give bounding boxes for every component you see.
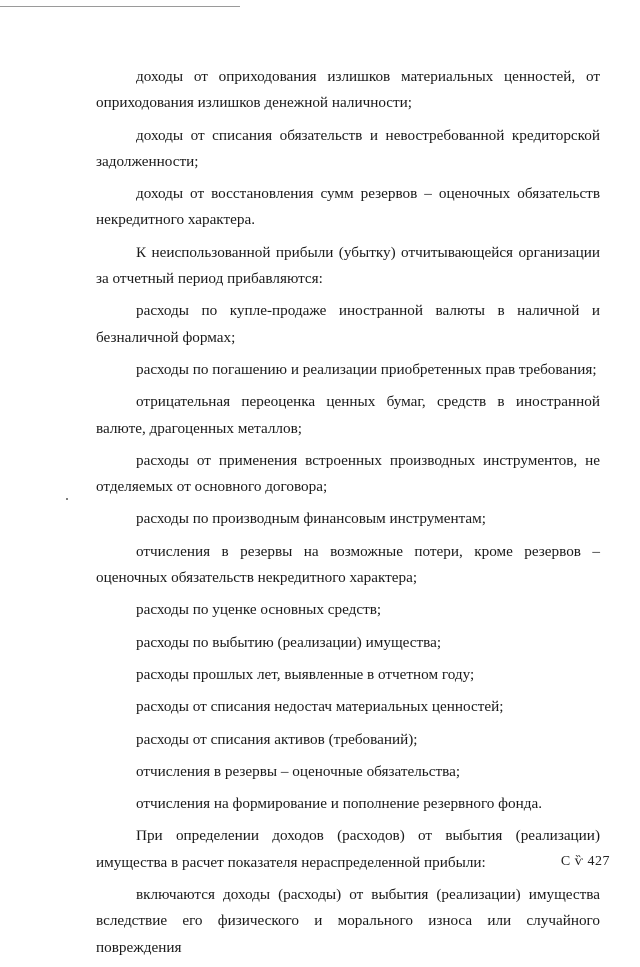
paragraph: доходы от оприходования излишков материальных ценностей, от оприходования излишков денежной наличности; <box>96 68 600 112</box>
document-body <box>96 64 600 967</box>
paragraph: доходы от восстановления сумм резервов – оценочных обязательств некредитного характера. <box>96 185 600 229</box>
paragraph: расходы по производным финансовым инструментам; <box>136 510 486 528</box>
paragraph: расходы по купле-продаже иностранной валюты в наличной и безналичной формах; <box>96 302 600 346</box>
page-number: С ѷ 427 <box>560 854 610 869</box>
paragraph: расходы от списания активов (требований); <box>136 730 418 748</box>
paragraph: расходы по погашению и реализации приобретенных прав требования; <box>136 360 597 378</box>
paragraph: расходы по выбытию (реализации) имущества; <box>136 633 442 651</box>
paragraph: расходы от применения встроенных производных инструментов, не отделяемых от основного договора; <box>96 451 600 496</box>
paragraph: К неиспользованной прибыли (убытку) отчитывающейся организации за отчетный период прибавляются: <box>96 243 600 288</box>
paragraph: отчисления в резервы – оценочные обязательства; <box>136 762 461 780</box>
paragraph: При определении доходов (расходов) от выбытия (реализации) имущества в расчет показателя нераспределенной прибыли: <box>96 827 600 871</box>
paragraph: доходы от списания обязательств и невостребованной кредиторской задолженности; <box>96 126 600 170</box>
scan-speck <box>66 498 68 500</box>
paragraph: включаются доходы (расходы) от выбытия (реализации) имущества вследствие его физического и морального износа или случайного повреждения <box>96 886 600 956</box>
top-edge-line <box>0 6 240 7</box>
paragraph: расходы по уценке основных средств; <box>136 601 382 619</box>
paragraph: расходы от списания недостач материальных ценностей; <box>136 698 504 716</box>
paragraph: расходы прошлых лет, выявленные в отчетном году; <box>136 665 475 683</box>
paragraph: отчисления в резервы на возможные потери, кроме резервов – оценочных обязательств некредитного характера; <box>96 542 600 587</box>
paragraph: отчисления на формирование и пополнение резервного фонда. <box>136 795 543 813</box>
paragraph: отрицательная переоценка ценных бумаг, средств в иностранной валюте, драгоценных металлов; <box>96 393 600 437</box>
